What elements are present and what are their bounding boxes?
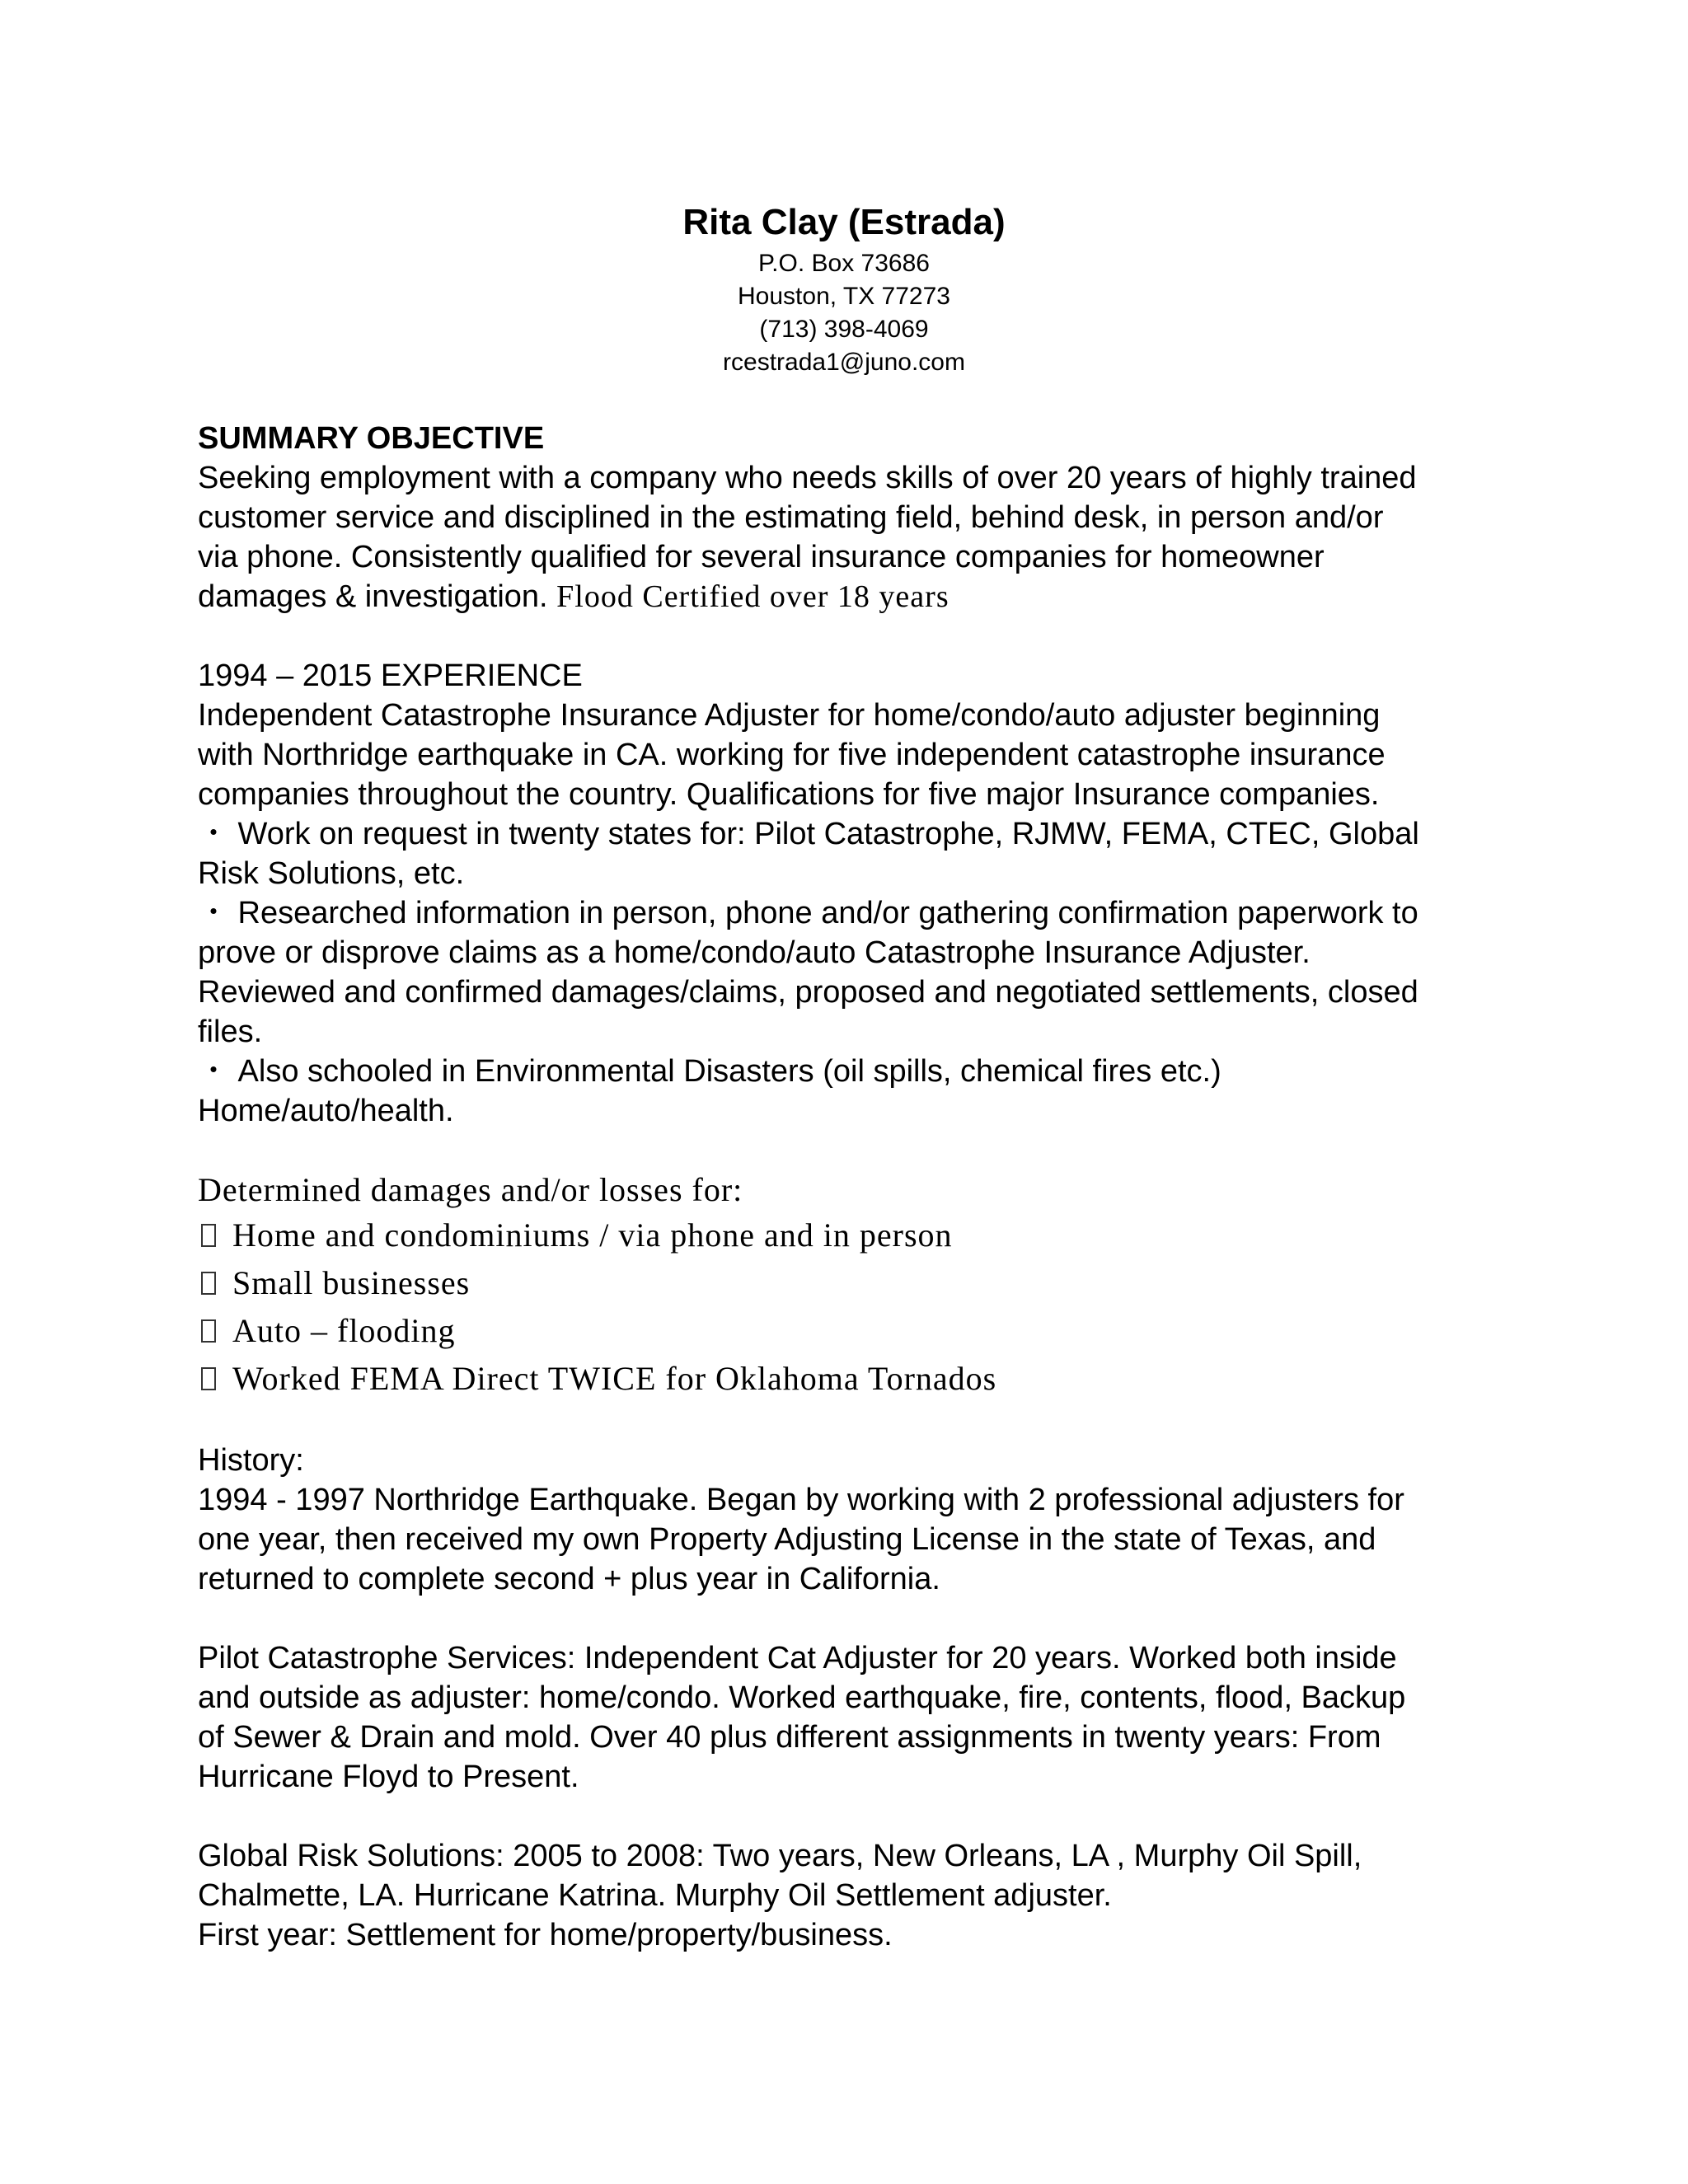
- experience-line: ・ Researched information in person, phone and/or gathering confirmation paperwork to: [198, 896, 1418, 930]
- experience-line: prove or disprove claims as a home/condo/auto Catastrophe Insurance Adjuster.: [198, 935, 1311, 970]
- checkbox-icon: [201, 1319, 216, 1343]
- list-item: [198, 1259, 1517, 1307]
- list-item: [198, 1355, 1517, 1403]
- checkbox-icon: [201, 1224, 216, 1247]
- history-line: returned to complete second + plus year in California.: [198, 1562, 940, 1596]
- list-item-text: Home and condominiums / via phone and in person: [232, 1216, 953, 1254]
- experience-line: Reviewed and confirmed damages/claims, proposed and negotiated settlements, closed: [198, 975, 1418, 1010]
- email-address: rcestrada1@juno.com: [723, 349, 965, 376]
- history-line: Chalmette, LA. Hurricane Katrina. Murphy Oil Settlement adjuster.: [198, 1878, 1112, 1913]
- experience-line: with Northridge earthquake in CA. working for five independent catastrophe insurance: [198, 738, 1386, 772]
- summary-line: customer service and disciplined in the estimating field, behind desk, in person and/or: [198, 500, 1384, 535]
- determined-list: [198, 1212, 1517, 1403]
- flood-certified-note: Flood Certified over 18 years: [556, 579, 950, 614]
- experience-line: Home/auto/health.: [198, 1094, 454, 1128]
- resume-header: [0, 198, 1688, 379]
- summary-line: Seeking employment with a company who needs skills of over 20 years of highly trained: [198, 461, 1417, 495]
- history-line: and outside as adjuster: home/condo. Worked earthquake, fire, contents, flood, Backup: [198, 1680, 1406, 1715]
- experience-line: ・ Also schooled in Environmental Disasters (oil spills, chemical fires etc.): [198, 1054, 1221, 1089]
- history-line: Pilot Catastrophe Services: Independent Cat Adjuster for 20 years. Worked both inside: [198, 1641, 1397, 1675]
- history-line: of Sewer & Drain and mold. Over 40 plus different assignments in twenty years: From: [198, 1720, 1381, 1755]
- history-line: First year: Settlement for home/property/business.: [198, 1918, 893, 1952]
- list-item-text: Small businesses: [232, 1264, 471, 1301]
- summary-heading: SUMMARY OBJECTIVE: [198, 421, 545, 456]
- history-line: Hurricane Floyd to Present.: [198, 1760, 579, 1794]
- phone-number: (713) 398-4069: [759, 316, 929, 343]
- po-box: P.O. Box 73686: [758, 250, 930, 277]
- summary-line-text: damages & investigation.: [198, 579, 548, 614]
- experience-line: files.: [198, 1015, 263, 1049]
- candidate-name: Rita Clay (Estrada): [682, 202, 1006, 242]
- checkbox-icon: [201, 1367, 216, 1390]
- experience-line: Risk Solutions, etc.: [198, 856, 465, 891]
- list-item: [198, 1307, 1517, 1355]
- summary-line: [198, 577, 1517, 616]
- history-line: one year, then received my own Property Adjusting License in the state of Texas, and: [198, 1522, 1376, 1557]
- list-item-text: Auto – flooding: [232, 1312, 456, 1349]
- list-item-text: Worked FEMA Direct TWICE for Oklahoma Tornados: [232, 1360, 997, 1397]
- determined-intro: Determined damages and/or losses for:: [198, 1171, 743, 1208]
- history-line: Global Risk Solutions: 2005 to 2008: Two years, New Orleans, LA , Murphy Oil Spill,: [198, 1839, 1362, 1873]
- history-heading: History:: [198, 1443, 304, 1478]
- experience-line: ・ Work on request in twenty states for: Pilot Catastrophe, RJMW, FEMA, CTEC, Global: [198, 817, 1419, 851]
- summary-line: via phone. Consistently qualified for several insurance companies for homeowner: [198, 540, 1325, 574]
- resume-body: [198, 419, 1517, 1955]
- experience-line: companies throughout the country. Qualifications for five major Insurance companies.: [198, 777, 1380, 812]
- history-line: 1994 - 1997 Northridge Earthquake. Began by working with 2 professional adjusters for: [198, 1483, 1404, 1517]
- city-state-zip: Houston, TX 77273: [738, 283, 950, 310]
- experience-line: Independent Catastrophe Insurance Adjuster for home/condo/auto adjuster beginning: [198, 698, 1381, 733]
- checkbox-icon: [201, 1272, 216, 1295]
- experience-heading: 1994 – 2015 EXPERIENCE: [198, 658, 583, 693]
- list-item: [198, 1212, 1517, 1259]
